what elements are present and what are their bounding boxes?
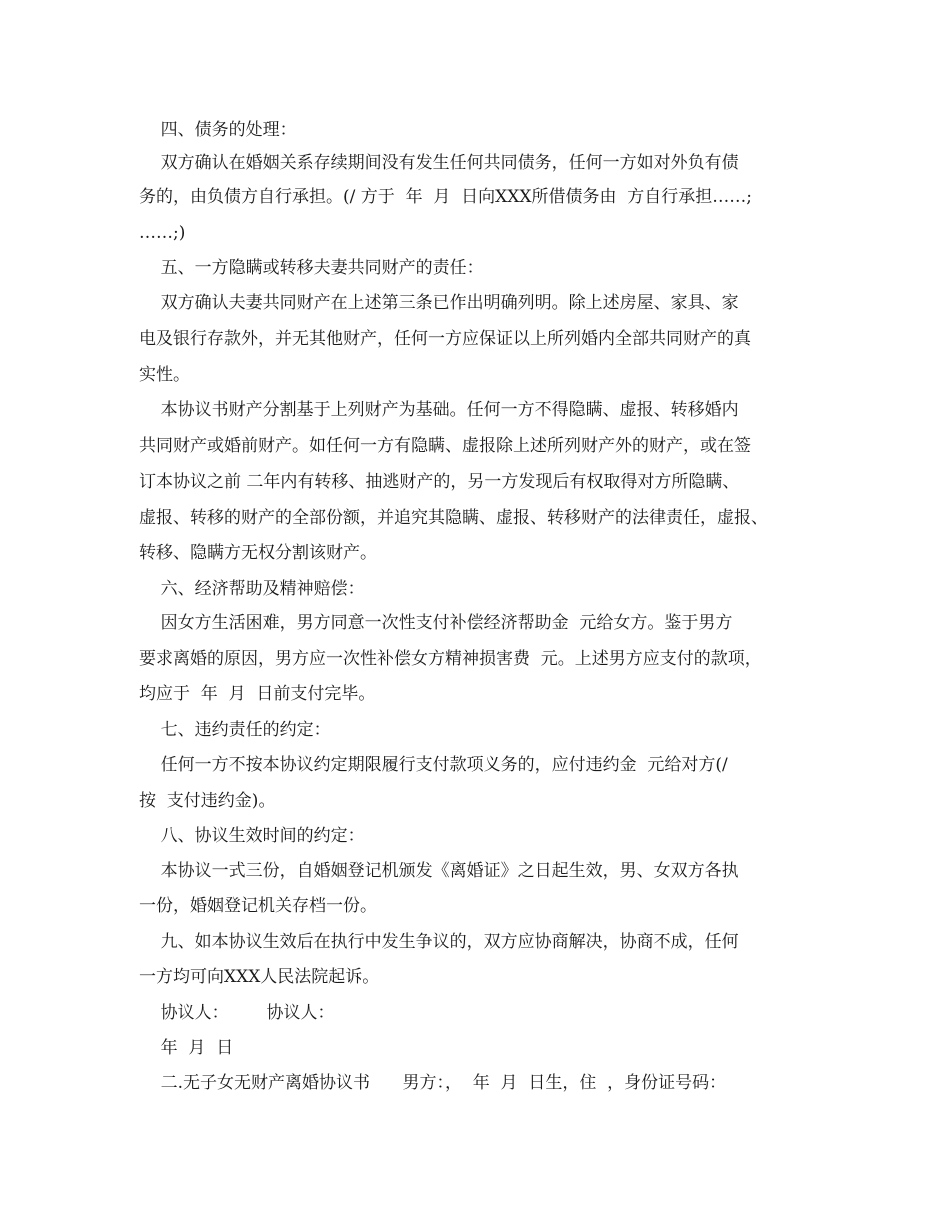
paragraph-line: 任何一方不按本协议约定期限履行支付款项义务的，应付违约金 元给对方(/ [139, 755, 728, 775]
paragraph-line: 一份，婚姻登记机关存档一份。 [139, 896, 377, 916]
section-9-paragraph: 九、如本协议生效后在执行中发生争议的，双方应协商解决，协商不成，任何 [139, 932, 739, 952]
paragraph-line: 实性。 [139, 365, 190, 385]
paragraph-line: 双方确认夫妻共同财产在上述第三条已作出明确列明。除上述房屋、家具、家 [139, 293, 739, 313]
paragraph-line: 共同财产或婚前财产。如任何一方有隐瞒、虚报除上述所列财产外的财产，或在签 [139, 436, 751, 456]
paragraph-line: 订本协议之前 二年内有转移、抽逃财产的，另一方发现后有权取得对方所隐瞒、 [139, 472, 740, 492]
paragraph-line: 虚报、转移的财产的全部份额，并追究其隐瞒、虚报、转移财产的法律责任，虚报、 [139, 508, 768, 528]
next-agreement-title-line: 二.无子女无财产离婚协议书 男方：， 年 月 日生，住 ，身份证号码： [139, 1073, 727, 1093]
paragraph-line: 务的，由负债方自行承担。(/ 方于 年 月 日向XXX所借债务由 方自行承担……; [139, 187, 753, 207]
paragraph-line: 按 支付违约金)。 [139, 791, 276, 811]
paragraph-line: 因女方生活困难，男方同意一次性支付补偿经济帮助金 元给女方。鉴于男方 [139, 613, 733, 633]
paragraph-line: 一方均可向XXX人民法院起诉。 [139, 967, 380, 987]
paragraph-line: 转移、隐瞒方无权分割该财产。 [139, 543, 377, 563]
section-7-heading: 七、违约责任的约定： [139, 720, 331, 740]
paragraph-line: 要求离婚的原因，男方应一次性补偿女方精神损害费 元。上述男方应支付的款项， [139, 649, 762, 669]
paragraph-line: 电及银行存款外，并无其他财产，任何一方应保证以上所列婚内全部共同财产的真 [139, 329, 751, 349]
paragraph-line: 本协议一式三份，自婚姻登记机颁发《离婚证》之日起生效，男、女双方各执 [139, 861, 739, 881]
section-5-heading: 五、一方隐瞒或转移夫妻共同财产的责任： [139, 258, 484, 278]
signature-line: 协议人： 协议人： [139, 1003, 335, 1023]
paragraph-line: ……;) [139, 223, 186, 243]
paragraph-line: 本协议书财产分割基于上列财产为基础。任何一方不得隐瞒、虚报、转移婚内 [139, 400, 739, 420]
paragraph-line: 双方确认在婚姻关系存续期间没有发生任何共同债务，任何一方如对外负有债 [139, 153, 739, 173]
section-8-heading: 八、协议生效时间的约定： [139, 826, 365, 846]
date-line: 年 月 日 [139, 1038, 234, 1058]
section-6-heading: 六、经济帮助及精神赔偿： [139, 579, 365, 599]
section-4-heading: 四、债务的处理： [139, 120, 297, 140]
paragraph-line: 均应于 年 月 日前支付完毕。 [139, 684, 376, 704]
